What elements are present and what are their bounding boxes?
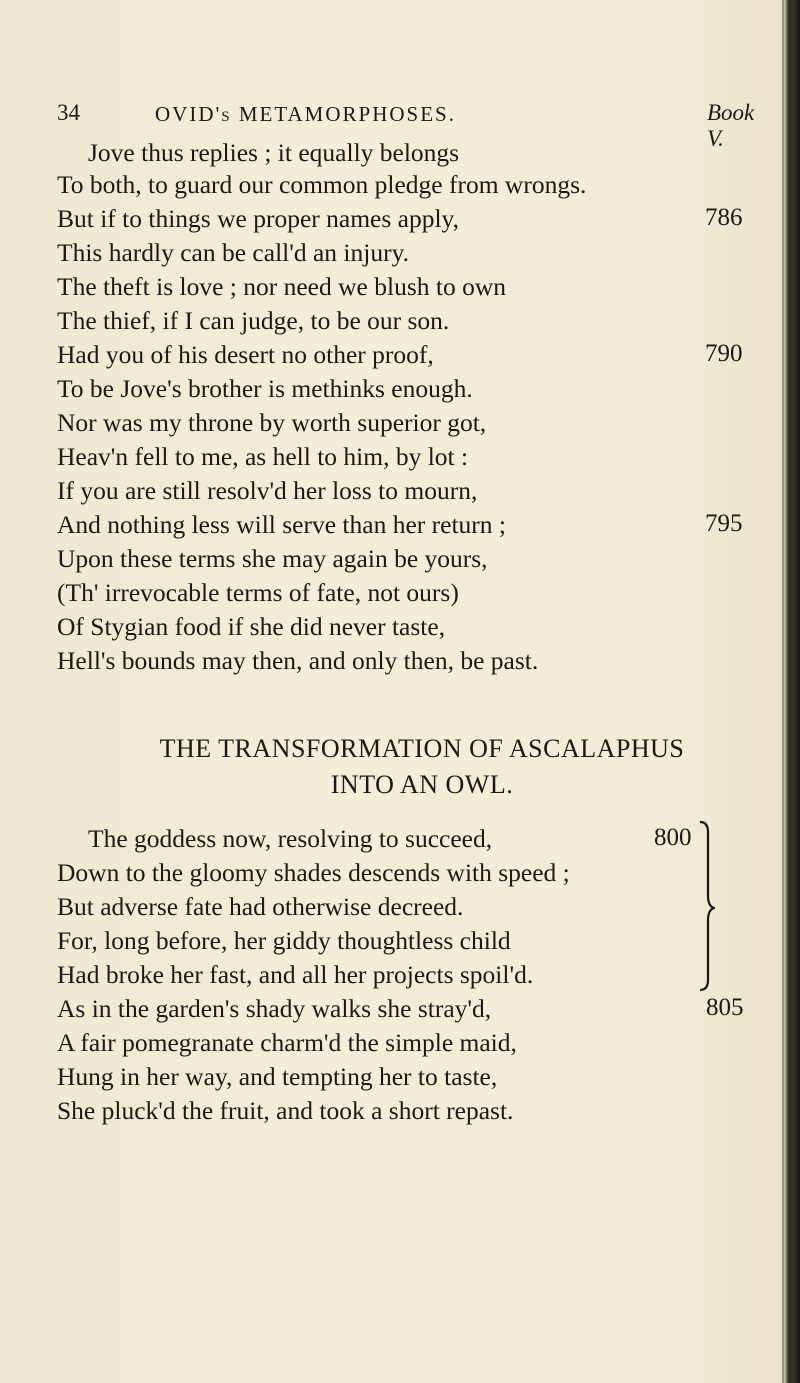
- verse-line: The goddess now, resolving to succeed,: [88, 824, 493, 853]
- verse-line: Jove thus replies ; it equally belongs: [88, 138, 460, 167]
- verse-line: Nor was my throne by worth superior got,: [57, 408, 487, 437]
- verse-line: Had you of his desert no other proof,: [57, 340, 434, 369]
- verse-line: Had broke her fast, and all her projects spoil'd.: [57, 960, 534, 989]
- verse-line: To be Jove's brother is methinks enough.: [57, 374, 473, 403]
- line-number: 800: [654, 824, 692, 851]
- verse-line: If you are still resolv'd her loss to mourn,: [57, 476, 478, 505]
- verse-line: And nothing less will serve than her return ;: [57, 510, 506, 539]
- section-heading: THE TRANSFORMATION OF ASCALAPHUS: [159, 734, 685, 763]
- section-heading-line2: INTO AN OWL.: [330, 770, 514, 799]
- line-number: 786: [705, 204, 743, 231]
- verse-line: But if to things we proper names apply,: [57, 204, 460, 233]
- running-header: [57, 100, 757, 151]
- line-number: 805: [706, 994, 744, 1021]
- verse-line: Hell's bounds may then, and only then, be past.: [57, 646, 539, 675]
- verse-line: But adverse fate had otherwise decreed.: [57, 892, 464, 921]
- verse-line: Down to the gloomy shades descends with speed ;: [57, 858, 570, 887]
- verse-line: Heav'n fell to me, as hell to him, by lot :: [57, 442, 469, 471]
- verse-line: The thief, if I can judge, to be our son.: [57, 306, 450, 335]
- running-title: OVID's METAMORPHOSES.: [155, 102, 456, 126]
- verse-line: As in the garden's shady walks she stray'd,: [57, 994, 492, 1023]
- line-number: 795: [705, 510, 743, 537]
- triplet-brace: [697, 818, 715, 994]
- book-spine-edge: [784, 0, 800, 1383]
- verse-line: Hung in her way, and tempting her to taste,: [57, 1062, 498, 1091]
- verse-line: (Th' irrevocable terms of fate, not ours): [57, 578, 459, 607]
- verse-line: For, long before, her giddy thoughtless child: [57, 926, 511, 955]
- verse-line: The theft is love ; nor need we blush to own: [57, 272, 506, 301]
- verse-line: Of Stygian food if she did never taste,: [57, 612, 446, 641]
- book-label: Book V.: [707, 100, 755, 151]
- page-number: 34: [57, 100, 80, 125]
- verse-line: She pluck'd the fruit, and took a short repast.: [57, 1096, 514, 1125]
- verse-line: Upon these terms she may again be yours,: [57, 544, 488, 573]
- line-number: 790: [705, 340, 743, 367]
- verse-line: This hardly can be call'd an injury.: [57, 238, 410, 267]
- verse-line: To both, to guard our common pledge from wrongs.: [57, 170, 587, 199]
- verse-line: A fair pomegranate charm'd the simple maid,: [57, 1028, 517, 1057]
